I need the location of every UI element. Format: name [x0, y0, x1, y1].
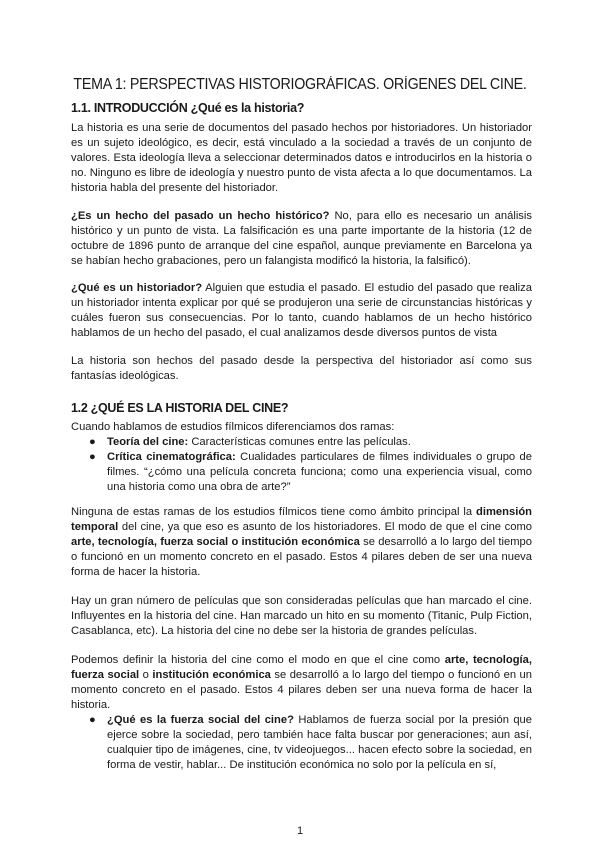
list-item-critica [89, 450, 532, 495]
definition-critica: Cualidades particulares de filmes individuales o grupo de filmes. “¿cómo una película concreta funciona; como una experiencia visual, como una historia como una obra de arte?” [107, 451, 532, 494]
page-number: 1 [296, 825, 304, 837]
definition-teoria: Características comunes entre las películas. [188, 436, 411, 448]
term-teoria: Teoría del cine: [107, 436, 189, 448]
bullet-icon: ● [89, 451, 96, 463]
term-fuerza-social: ¿Qué es la fuerza social del cine? [107, 714, 294, 726]
definition-fuerza-social: Hablamos de fuerza social por la presión que ejerce sobre la sociedad, pero también hace falta buscar por generaciones; aun así, cualquier tipo de imágenes, cine, tv videojuegos... hacen efecto sobre la sociedad, en forma de vestir, hablar... De institución económica no solo por la película en sí, [107, 714, 532, 772]
term-arte-tecnologia: arte, tecnología, fuerza social [71, 654, 532, 682]
paragraph-hecho-historico [71, 209, 532, 269]
paragraph-intro: La historia es una serie de documentos del pasado hechos por historiadores. Un historiador es un sujeto ideológico, es decir, está vinculado a la sociedad a través de un conjunto de valores. Esta ideología lleva a seleccionar determinados datos e introducirlos en la historia o no. Ninguno es libre de ideología y nuestro punto de vista afecta a lo que documentamos. La historia habla del presente del historiador. [71, 122, 532, 195]
term-dimension-temporal: dimensión temporal [71, 506, 532, 534]
paragraph-definicion: La historia son hechos del pasado desde la perspectiva del historiador así como sus fantasías ideológicas. [71, 355, 532, 383]
question-hecho-historico: ¿Es un hecho del pasado un hecho histórico? [71, 210, 330, 222]
term-institucion: institución económica [152, 669, 271, 682]
paragraph-ramas-intro: Cuando hablamos de estudios fílmicos diferenciamos dos ramas: [71, 421, 395, 433]
list-item-fuerza-social [89, 713, 532, 773]
paragraph-definicion-cine: Podemos definir la historia del cine como el modo en que el cine como arte, tecnología, fuerza social o institución económica se desarrolló a lo largo del tiempo o funcionó en un momento concreto en el pasado. Estos 4 pilares deben ser una nueva forma de hacer la historia. [71, 654, 532, 712]
page-title: TEMA 1: PERSPECTIVAS HISTORIOGRÁFICAS. ORÍGENES DEL CINE. [73, 76, 527, 93]
paragraph-peliculas: Hay un gran número de películas que son consideradas películas que han marcado el cine. Influyentes en la historia del cine. Han marcado un hito en su momento (Titanic, Pulp Fiction, Casablanca, etc). La historia del cine no debe ser la historia de grandes películas. [71, 595, 532, 638]
term-pilares: arte, tecnología, fuerza social o institución económica [71, 536, 360, 549]
paragraph-historiador [71, 281, 532, 341]
answer-historiador: Alguien que estudia el pasado. El estudio del pasado que realiza un historiador intenta explicar por qué se produjeron una serie de circunstancias históricas y cuáles fueron sus consecuencias. Por lo tanto, cuando hablamos de un hecho histórico hablamos de un hecho del pasado, el cual analizamos desde diversos puntos de vista [71, 282, 532, 340]
bullet-icon: ● [89, 714, 96, 726]
answer-hecho-historico: No, para ello es necesario un análisis histórico y un punto de vista. La falsificación es una parte importante de la historia (12 de octubre de 1896 punto de arranque del cine español, aunque previamente en Barcelona ya se habían hecho grabaciones, pero un falangista modificó la historia, la falsificó). [71, 210, 532, 268]
bullet-icon: ● [89, 436, 96, 448]
section-heading-historia-cine: 1.2 ¿QUÉ ES LA HISTORIA DEL CINE? [71, 401, 289, 415]
list-item-teoria [89, 435, 532, 450]
section-heading-intro: 1.1. INTRODUCCIÓN ¿Qué es la historia? [71, 101, 305, 115]
question-historiador: ¿Qué es un historiador? [71, 282, 203, 294]
term-critica: Crítica cinematográfica: [107, 451, 236, 463]
paragraph-dimension-temporal: Ninguna de estas ramas de los estudios fílmicos tiene como ámbito principal la dimensión temporal del cine, ya que eso es asunto de los historiadores. El modo de que el cine como arte, tecnología, fuerza social o institución económica se desarrolló a lo largo del tiempo o funcionó en un momento concreto en el pasado. Estos 4 pilares deben de ser una nueva forma de hacer la historia. [71, 506, 532, 579]
